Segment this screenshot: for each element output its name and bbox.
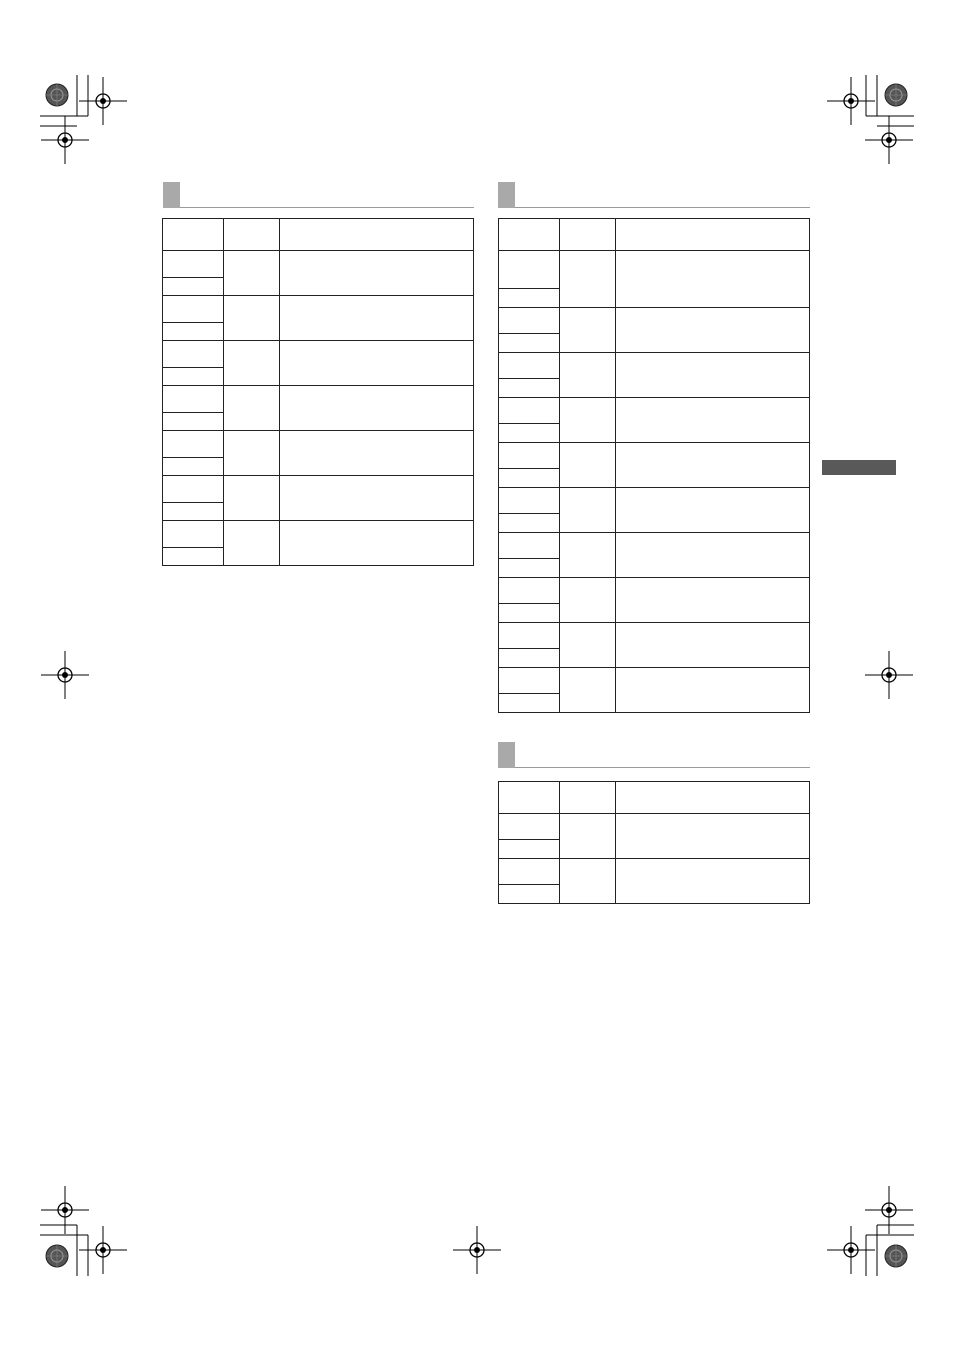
item-name-cell	[499, 398, 560, 424]
header-cell-item	[499, 782, 560, 814]
mode-cell	[560, 443, 616, 488]
mode-flags-cell	[499, 840, 560, 859]
mode-cell	[560, 488, 616, 533]
registration-disc-icon	[885, 1245, 907, 1267]
mode-flags-cell	[499, 469, 560, 488]
description-cell	[616, 443, 810, 488]
description-cell	[280, 341, 474, 386]
header-cell-item	[163, 219, 224, 251]
section-header-right-top	[498, 182, 810, 208]
mode-flags-cell	[499, 514, 560, 533]
mode-flags-cell	[163, 503, 224, 521]
mode-cell	[560, 308, 616, 353]
item-name-cell	[499, 668, 560, 694]
description-cell	[280, 251, 474, 296]
mode-cell	[560, 859, 616, 904]
mode-flags-cell	[163, 413, 224, 431]
mode-flags-cell	[499, 885, 560, 904]
registration-cross-icon	[79, 1226, 127, 1274]
mode-flags-cell	[163, 368, 224, 386]
description-cell	[616, 533, 810, 578]
chapter-side-tab	[822, 460, 896, 475]
item-name-cell	[163, 386, 224, 413]
section-rule	[515, 207, 810, 208]
registration-cross-icon	[865, 1186, 913, 1234]
header-cell-mode	[560, 782, 616, 814]
item-name-cell	[499, 353, 560, 379]
item-name-cell	[163, 251, 224, 278]
item-name-cell	[499, 308, 560, 334]
description-cell	[616, 488, 810, 533]
description-cell	[616, 859, 810, 904]
registration-disc-icon	[46, 1245, 68, 1267]
item-name-cell	[163, 296, 224, 323]
header-cell-description	[280, 219, 474, 251]
mode-cell	[224, 296, 280, 341]
mode-cell	[560, 623, 616, 668]
mode-flags-cell	[163, 458, 224, 476]
item-name-cell	[499, 859, 560, 885]
item-name-cell	[499, 488, 560, 514]
mode-cell	[560, 251, 616, 308]
mode-flags-cell	[499, 604, 560, 623]
registration-cross-icon	[827, 1226, 875, 1274]
mode-cell	[224, 521, 280, 566]
item-name-cell	[163, 521, 224, 548]
header-cell-mode	[224, 219, 280, 251]
item-name-cell	[499, 533, 560, 559]
description-cell	[280, 521, 474, 566]
mode-cell	[560, 578, 616, 623]
spec-table-left	[162, 218, 474, 566]
item-name-cell	[499, 623, 560, 649]
registration-disc-icon	[885, 84, 907, 106]
mode-cell	[224, 341, 280, 386]
mode-cell	[560, 398, 616, 443]
description-cell	[280, 431, 474, 476]
header-cell-description	[616, 219, 810, 251]
mode-cell	[560, 814, 616, 859]
section-marker	[498, 742, 515, 768]
registration-cross-icon	[41, 116, 89, 164]
description-cell	[616, 814, 810, 859]
item-name-cell	[163, 476, 224, 503]
spec-table-right-bottom	[498, 781, 810, 904]
mode-flags-cell	[499, 694, 560, 713]
description-cell	[616, 251, 810, 308]
mode-cell	[224, 431, 280, 476]
mode-cell	[224, 386, 280, 431]
registration-disc-icon	[46, 84, 68, 106]
item-name-cell	[163, 431, 224, 458]
registration-cross-icon	[453, 1226, 501, 1274]
mode-flags-cell	[163, 323, 224, 341]
header-cell-description	[616, 782, 810, 814]
section-header-right-bottom	[498, 742, 810, 768]
mode-flags-cell	[499, 334, 560, 353]
description-cell	[616, 668, 810, 713]
section-rule	[515, 767, 810, 768]
mode-flags-cell	[499, 289, 560, 308]
mode-flags-cell	[499, 379, 560, 398]
section-rule	[180, 207, 474, 208]
description-cell	[616, 623, 810, 668]
mode-flags-cell	[163, 548, 224, 566]
description-cell	[280, 386, 474, 431]
mode-cell	[224, 251, 280, 296]
registration-cross-icon	[865, 651, 913, 699]
description-cell	[616, 398, 810, 443]
header-cell-item	[499, 219, 560, 251]
registration-cross-icon	[827, 77, 875, 125]
description-cell	[280, 476, 474, 521]
item-name-cell	[499, 578, 560, 604]
registration-cross-icon	[41, 651, 89, 699]
registration-cross-icon	[41, 1186, 89, 1234]
mode-cell	[560, 353, 616, 398]
spec-table-right-top	[498, 218, 810, 713]
mode-cell	[560, 668, 616, 713]
mode-cell	[224, 476, 280, 521]
mode-flags-cell	[163, 278, 224, 296]
mode-cell	[560, 533, 616, 578]
section-marker	[163, 182, 180, 208]
description-cell	[616, 308, 810, 353]
item-name-cell	[499, 251, 560, 289]
section-marker	[498, 182, 515, 208]
mode-flags-cell	[499, 649, 560, 668]
mode-flags-cell	[499, 559, 560, 578]
item-name-cell	[163, 341, 224, 368]
item-name-cell	[499, 443, 560, 469]
section-header-left	[163, 182, 474, 208]
item-name-cell	[499, 814, 560, 840]
mode-flags-cell	[499, 424, 560, 443]
description-cell	[616, 353, 810, 398]
registration-cross-icon	[79, 77, 127, 125]
description-cell	[280, 296, 474, 341]
registration-cross-icon	[865, 116, 913, 164]
header-cell-mode	[560, 219, 616, 251]
description-cell	[616, 578, 810, 623]
